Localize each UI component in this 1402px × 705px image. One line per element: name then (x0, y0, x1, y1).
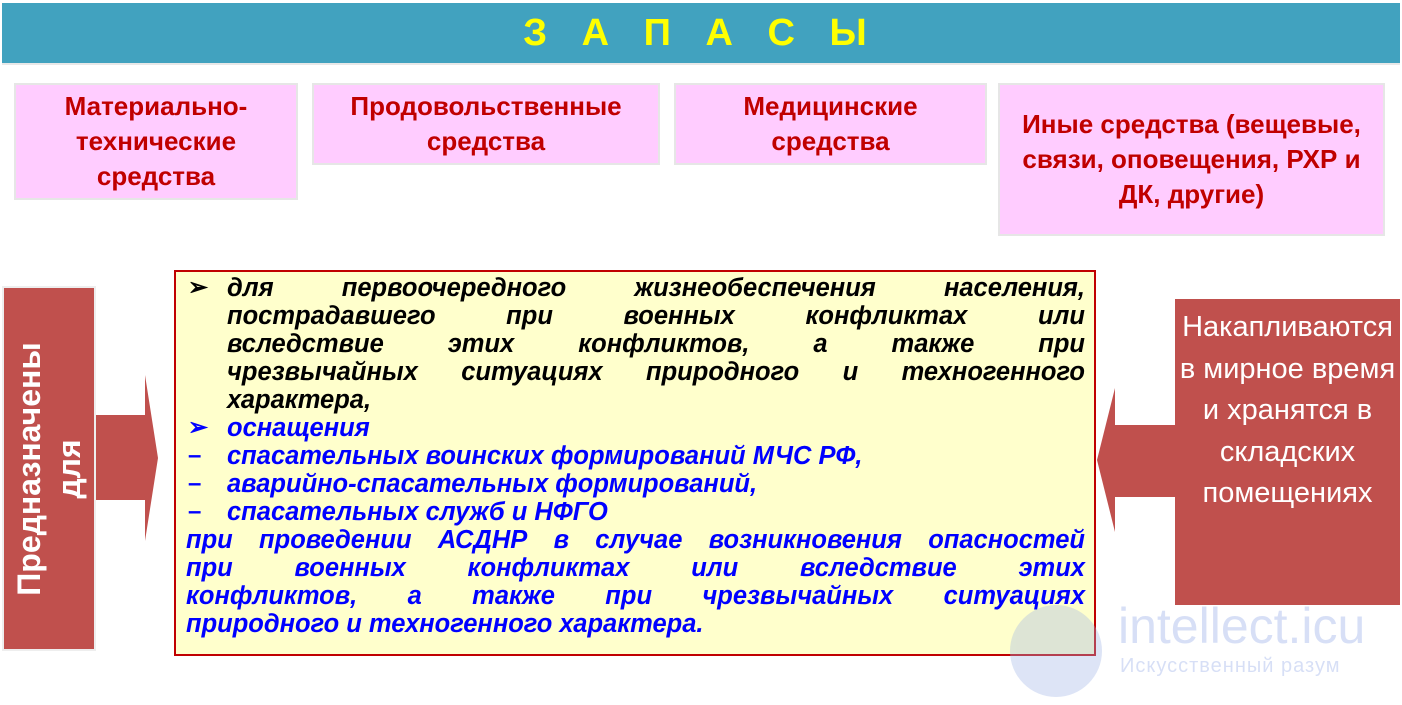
watermark (1010, 598, 1390, 695)
bullet-arrow-icon: ➢ (188, 414, 209, 441)
text-line: чрезвычайных ситуациях природного и техногенного (227, 358, 1085, 386)
watermark-tagline: Искусственный разум (1120, 655, 1341, 677)
text-line: конфликтов, а также при чрезвычайных ситуациях (186, 582, 1085, 610)
bullet-arrow-icon: ➢ (188, 274, 209, 301)
category-food (312, 83, 660, 165)
dash-marker: – (188, 470, 202, 497)
for-label: для (51, 438, 87, 499)
text-line: при военных конфликтах или вследствие этих (186, 554, 1085, 582)
text-line: пострадавшего при военных конфликтах или (227, 302, 1085, 330)
storage-label: Накапливаются в мирное время и хранятся в складских помещениях (1179, 311, 1396, 509)
category-label: Продовольственные средства (350, 91, 622, 156)
text-line: аварийно-спасательных формирований, (227, 470, 758, 498)
text-line: вследствие этих конфликтов, а также при (227, 330, 1085, 358)
category-label: Медицинские средства (743, 91, 918, 156)
text-line: характера, (227, 386, 372, 414)
arrow-left-icon (1097, 388, 1177, 532)
intended-for-block (2, 286, 96, 651)
text-line: спасательных служб и НФГО (227, 498, 608, 526)
category-label: Иные средства (вещевые, связи, оповещения, РХР и ДК, другие) (1022, 109, 1361, 209)
page-title: З А П А С Ы (523, 11, 879, 54)
text-line: природного и техногенного характера. (186, 610, 704, 638)
dash-marker: – (188, 498, 202, 525)
category-label: Материально-технические средства (64, 91, 248, 191)
storage-block (1175, 299, 1400, 605)
text-line: при проведении АСДНР в случае возникновения опасностей (186, 526, 1085, 554)
intended-label: Предназначены (11, 341, 47, 596)
dash-marker: – (188, 442, 202, 469)
category-other (998, 83, 1385, 236)
text-line: оснащения (227, 414, 370, 442)
title-bar (2, 3, 1400, 65)
watermark-brand: intellect.icu (1118, 598, 1366, 654)
arrow-right-icon (96, 375, 160, 541)
text-line: для первоочередного жизнеобеспечения населения, (227, 274, 1085, 302)
purposes-box (174, 270, 1096, 656)
text-line: спасательных воинских формирований МЧС РФ, (227, 442, 863, 470)
watermark-logo-icon (1010, 605, 1102, 697)
category-medical (674, 83, 987, 165)
category-material (14, 83, 298, 200)
